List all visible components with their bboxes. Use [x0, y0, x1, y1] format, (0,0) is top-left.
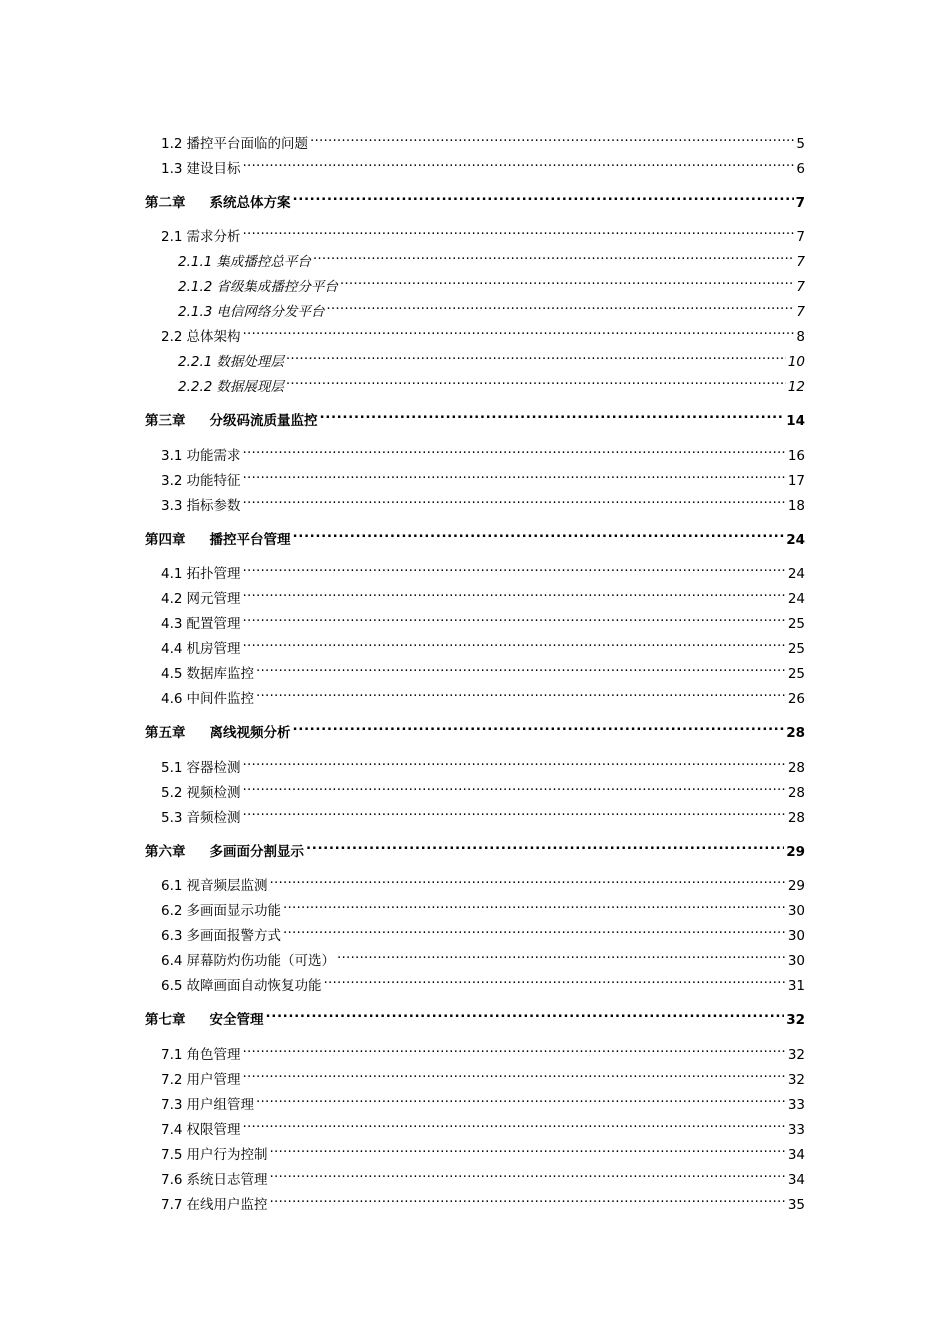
toc-entry-title: 功能需求	[186, 448, 241, 464]
toc-dot-leader	[242, 1037, 785, 1059]
toc-page-number: 31	[787, 978, 805, 994]
toc-entry-label	[178, 376, 284, 398]
toc-dot-leader	[293, 715, 785, 737]
toc-entry-title: 多画面分割显示	[209, 844, 304, 860]
toc-entry-title: 容器检测	[186, 760, 241, 776]
toc-section-entry[interactable]	[161, 968, 805, 994]
toc-page-number: 33	[787, 1122, 805, 1138]
toc-entry-title: 建设目标	[186, 161, 241, 177]
toc-dot-leader	[242, 219, 794, 241]
toc-entry-label	[161, 1194, 267, 1216]
toc-page-number: 34	[787, 1147, 805, 1163]
toc-section-entry[interactable]	[161, 319, 805, 345]
toc-chapter-entry[interactable]	[145, 1002, 805, 1028]
toc-dot-leader	[242, 775, 785, 797]
toc-page-number: 32	[786, 1012, 805, 1028]
toc-entry-title: 数据处理层	[216, 354, 284, 370]
toc-dot-leader	[256, 681, 786, 703]
toc-entry-title: 用户行为控制	[186, 1147, 268, 1163]
toc-section-entry[interactable]	[161, 606, 805, 632]
toc-entry-title: 在线用户监控	[186, 1197, 268, 1213]
toc-section-entry[interactable]	[161, 438, 805, 464]
toc-chapter-entry[interactable]	[145, 834, 805, 860]
toc-section-entry[interactable]	[161, 151, 805, 177]
toc-entry-title: 电信网络分发平台	[216, 304, 325, 320]
toc-entry-label	[161, 807, 240, 829]
toc-entry-number: 7.2	[161, 1072, 183, 1088]
toc-subsection-entry[interactable]	[178, 369, 805, 395]
toc-entry-number: 2.1	[161, 229, 183, 245]
toc-entry-number: 3.1	[161, 448, 183, 464]
toc-page-number: 7	[795, 195, 805, 211]
toc-entry-label	[161, 975, 321, 997]
toc-section-entry[interactable]	[161, 1062, 805, 1088]
toc-page-number: 28	[787, 810, 805, 826]
toc-dot-leader	[323, 968, 785, 990]
toc-page-number: 12	[787, 379, 805, 395]
toc-entry-number: 3.2	[161, 473, 183, 489]
toc-entry-label	[145, 192, 291, 214]
toc-dot-leader	[256, 1087, 786, 1109]
toc-dot-leader	[306, 834, 784, 856]
toc-entry-number: 7.1	[161, 1047, 183, 1063]
toc-page-number: 8	[796, 329, 805, 345]
toc-page-number: 35	[787, 1197, 805, 1213]
toc-page-number: 30	[787, 903, 805, 919]
toc-page-number: 18	[787, 498, 805, 514]
toc-chapter-entry[interactable]	[145, 715, 805, 741]
toc-entry-number: 第二章	[145, 195, 186, 211]
toc-page-number: 25	[787, 641, 805, 657]
toc-entry-title: 用户组管理	[186, 1097, 254, 1113]
toc-section-entry[interactable]	[161, 750, 805, 776]
toc-entry-title: 配置管理	[186, 616, 241, 632]
toc-dot-leader	[242, 800, 785, 822]
toc-dot-leader	[337, 943, 786, 965]
toc-entry-title: 需求分析	[186, 229, 241, 245]
toc-section-entry[interactable]	[161, 126, 805, 152]
toc-entry-title: 屏幕防灼伤功能（可选）	[186, 953, 335, 969]
toc-page-number: 30	[787, 953, 805, 969]
toc-entry-number: 2.1.1	[178, 254, 213, 270]
toc-page-number: 10	[787, 354, 805, 370]
toc-dot-leader	[242, 488, 785, 510]
toc-dot-leader	[242, 151, 794, 173]
toc-entry-title: 系统日志管理	[186, 1172, 268, 1188]
toc-entry-number: 4.6	[161, 691, 183, 707]
toc-entry-title: 离线视频分析	[209, 725, 291, 741]
toc-entry-number: 5.1	[161, 760, 183, 776]
toc-entry-number: 第六章	[145, 844, 186, 860]
toc-entry-label	[161, 688, 254, 710]
toc-dot-leader	[313, 244, 795, 266]
toc-section-entry[interactable]	[161, 943, 805, 969]
toc-section-entry[interactable]	[161, 775, 805, 801]
toc-section-entry[interactable]	[161, 488, 805, 514]
toc-page-number: 7	[796, 279, 805, 295]
toc-dot-leader	[286, 344, 786, 366]
toc-entry-number: 6.1	[161, 878, 183, 894]
toc-page-number: 7	[796, 304, 805, 320]
toc-entry-number: 7.7	[161, 1197, 183, 1213]
toc-section-entry[interactable]	[161, 1137, 805, 1163]
toc-section-entry[interactable]	[161, 1087, 805, 1113]
toc-entry-title: 安全管理	[209, 1012, 264, 1028]
toc-entry-number: 4.1	[161, 566, 183, 582]
toc-dot-leader	[269, 868, 785, 890]
toc-page-number: 5	[796, 136, 805, 152]
toc-entry-label	[145, 722, 291, 744]
toc-page-number: 6	[796, 161, 805, 177]
toc-page-number: 24	[787, 591, 805, 607]
toc-entry-number: 2.2.2	[178, 379, 213, 395]
toc-entry-title: 数据库监控	[186, 666, 254, 682]
toc-entry-label	[161, 158, 240, 180]
toc-entry-title: 指标参数	[186, 498, 241, 514]
toc-page-number: 25	[787, 666, 805, 682]
toc-page-number: 29	[786, 844, 805, 860]
toc-page-number: 25	[787, 616, 805, 632]
toc-dot-leader	[269, 1187, 785, 1209]
toc-entry-number: 1.3	[161, 161, 183, 177]
toc-dot-leader	[269, 1162, 785, 1184]
toc-section-entry[interactable]	[161, 1162, 805, 1188]
toc-entry-number: 7.4	[161, 1122, 183, 1138]
toc-dot-leader	[242, 606, 785, 628]
toc-dot-leader	[242, 581, 785, 603]
toc-entry-title: 系统总体方案	[209, 195, 291, 211]
toc-subsection-entry[interactable]	[178, 244, 805, 270]
toc-entry-label	[145, 1009, 264, 1031]
toc-dot-leader	[242, 556, 785, 578]
toc-page-number: 28	[787, 760, 805, 776]
toc-page-number: 17	[787, 473, 805, 489]
toc-entry-title: 权限管理	[186, 1122, 241, 1138]
toc-entry-title: 分级码流质量监控	[209, 413, 318, 429]
toc-subsection-entry[interactable]	[178, 269, 805, 295]
toc-entry-number: 4.5	[161, 666, 183, 682]
toc-page-number: 14	[786, 413, 805, 429]
toc-dot-leader	[320, 403, 785, 425]
toc-entry-number: 2.1.2	[178, 279, 213, 295]
toc-dot-leader	[293, 185, 794, 207]
toc-page-number: 16	[787, 448, 805, 464]
toc-entry-number: 5.2	[161, 785, 183, 801]
toc-entry-label	[145, 529, 291, 551]
toc-entry-number: 4.3	[161, 616, 183, 632]
toc-dot-leader	[266, 1002, 785, 1024]
toc-dot-leader	[242, 750, 785, 772]
toc-entry-number: 7.6	[161, 1172, 183, 1188]
toc-dot-leader	[286, 369, 786, 391]
toc-entry-title: 视音频层监测	[186, 878, 268, 894]
toc-entry-title: 中间件监控	[186, 691, 254, 707]
toc-section-entry[interactable]	[161, 463, 805, 489]
toc-dot-leader	[242, 1062, 785, 1084]
toc-entry-title: 播控平台管理	[209, 532, 291, 548]
toc-chapter-entry[interactable]	[145, 403, 805, 429]
toc-dot-leader	[310, 126, 794, 148]
toc-subsection-entry[interactable]	[178, 344, 805, 370]
toc-entry-number: 7.5	[161, 1147, 183, 1163]
toc-page-number: 29	[787, 878, 805, 894]
toc-page-number: 28	[787, 785, 805, 801]
toc-entry-number: 2.2	[161, 329, 183, 345]
toc-entry-label	[145, 841, 304, 863]
toc-page-number: 24	[787, 566, 805, 582]
toc-section-entry[interactable]	[161, 581, 805, 607]
toc-page-number: 32	[787, 1047, 805, 1063]
toc-entry-title: 网元管理	[186, 591, 241, 607]
toc-section-entry[interactable]	[161, 800, 805, 826]
toc-entry-title: 总体架构	[186, 329, 241, 345]
toc-entry-title: 机房管理	[186, 641, 241, 657]
toc-entry-number: 6.2	[161, 903, 183, 919]
toc-entry-title: 省级集成播控分平台	[216, 279, 338, 295]
toc-entry-title: 视频检测	[186, 785, 241, 801]
toc-section-entry[interactable]	[161, 656, 805, 682]
toc-page-number: 24	[786, 532, 805, 548]
toc-entry-number: 第四章	[145, 532, 186, 548]
toc-entry-number: 第五章	[145, 725, 186, 741]
toc-entry-number: 第七章	[145, 1012, 186, 1028]
toc-section-entry[interactable]	[161, 219, 805, 245]
toc-dot-leader	[293, 522, 785, 544]
toc-entry-title: 数据展现层	[216, 379, 284, 395]
toc-chapter-entry[interactable]	[145, 522, 805, 548]
toc-section-entry[interactable]	[161, 918, 805, 944]
toc-page-number: 30	[787, 928, 805, 944]
toc-entry-number: 2.2.1	[178, 354, 213, 370]
toc-entry-title: 多画面显示功能	[186, 903, 281, 919]
toc-dot-leader	[242, 463, 785, 485]
toc-entry-label	[161, 495, 240, 517]
toc-dot-leader	[326, 294, 794, 316]
toc-entry-title: 播控平台面临的问题	[186, 136, 308, 152]
toc-entry-number: 7.3	[161, 1097, 183, 1113]
toc-entry-number: 5.3	[161, 810, 183, 826]
toc-page-number: 7	[796, 254, 805, 270]
toc-entry-number: 6.3	[161, 928, 183, 944]
toc-section-entry[interactable]	[161, 556, 805, 582]
toc-entry-number: 3.3	[161, 498, 183, 514]
toc-section-entry[interactable]	[161, 1037, 805, 1063]
toc-dot-leader	[283, 918, 786, 940]
toc-dot-leader	[242, 438, 785, 460]
toc-entry-title: 集成播控总平台	[216, 254, 311, 270]
toc-dot-leader	[242, 631, 785, 653]
toc-entry-number: 4.4	[161, 641, 183, 657]
toc-section-entry[interactable]	[161, 868, 805, 894]
toc-entry-number: 4.2	[161, 591, 183, 607]
toc-dot-leader	[269, 1137, 785, 1159]
toc-dot-leader	[242, 319, 794, 341]
toc-dot-leader	[340, 269, 795, 291]
toc-page-number: 28	[786, 725, 805, 741]
toc-section-entry[interactable]	[161, 1112, 805, 1138]
toc-section-entry[interactable]	[161, 893, 805, 919]
toc-entry-title: 功能特征	[186, 473, 241, 489]
toc-entry-title: 多画面报警方式	[186, 928, 281, 944]
toc-entry-number: 6.5	[161, 978, 183, 994]
toc-page-number: 32	[787, 1072, 805, 1088]
toc-entry-title: 故障画面自动恢复功能	[186, 978, 322, 994]
toc-dot-leader	[256, 656, 786, 678]
toc-entry-title: 角色管理	[186, 1047, 241, 1063]
toc-entry-number: 2.1.3	[178, 304, 213, 320]
toc-entry-number: 第三章	[145, 413, 186, 429]
toc-section-entry[interactable]	[161, 631, 805, 657]
toc-page-number: 33	[787, 1097, 805, 1113]
toc-entry-number: 1.2	[161, 136, 183, 152]
toc-dot-leader	[283, 893, 786, 915]
toc-page-number: 7	[796, 229, 805, 245]
toc-section-entry[interactable]	[161, 681, 805, 707]
toc-entry-number: 6.4	[161, 953, 183, 969]
toc-section-entry[interactable]	[161, 1187, 805, 1213]
toc-entry-title: 音频检测	[186, 810, 241, 826]
toc-entry-title: 拓扑管理	[186, 566, 241, 582]
toc-dot-leader	[242, 1112, 785, 1134]
toc-page-number: 34	[787, 1172, 805, 1188]
toc-subsection-entry[interactable]	[178, 294, 805, 320]
toc-entry-title: 用户管理	[186, 1072, 241, 1088]
toc-entry-label	[145, 410, 318, 432]
toc-page-number: 26	[787, 691, 805, 707]
toc-chapter-entry[interactable]	[145, 185, 805, 211]
